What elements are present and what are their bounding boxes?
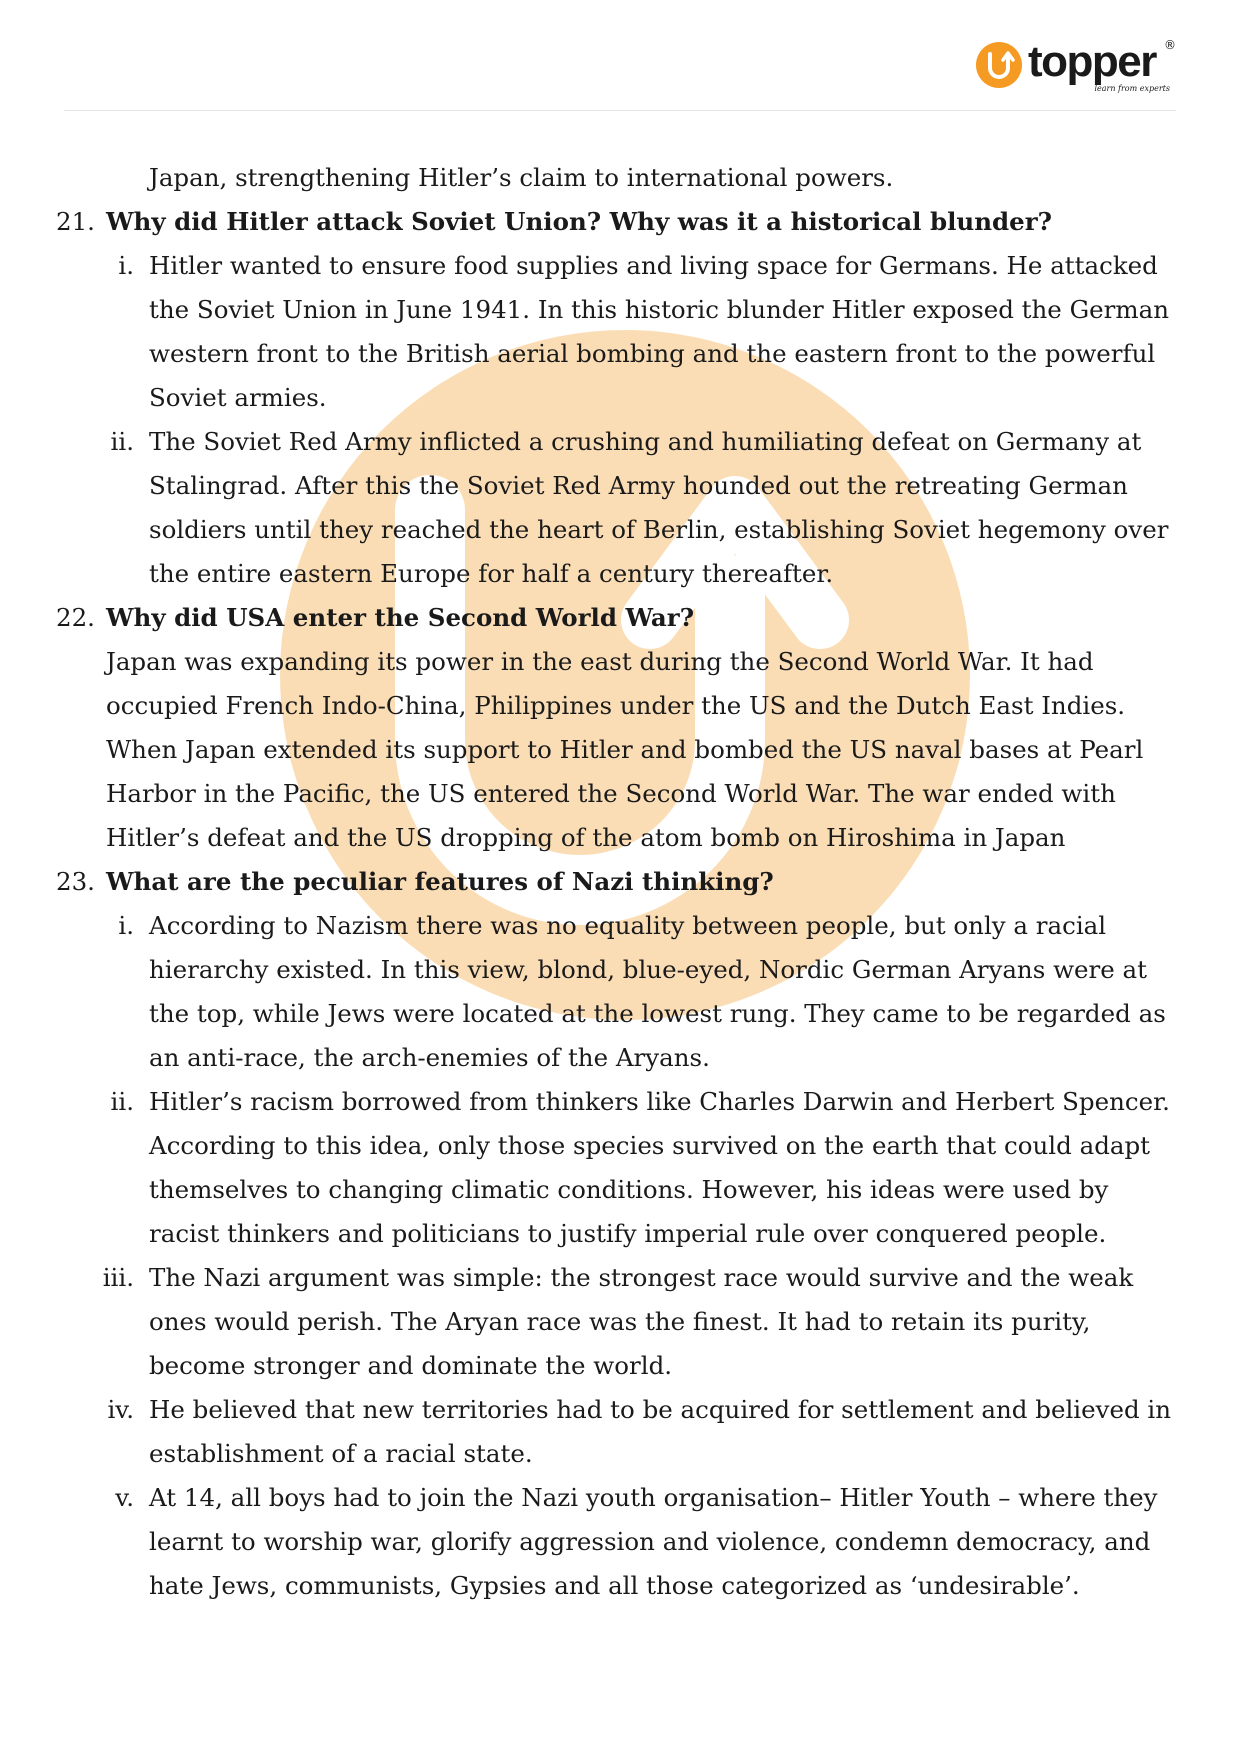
registered-mark: ® — [1164, 38, 1176, 52]
logo-wordmark: topper — [1028, 37, 1156, 86]
item-text: The Nazi argument was simple: the strongest race would survive and the weak ones would perish. The Aryan race was the finest. It had to retain its purity, become stronger and dominate the world. — [149, 1263, 1134, 1380]
answer-item — [56, 1080, 1186, 1256]
item-numeral: ii. — [110, 427, 134, 456]
logo-tagline: learn from experts — [1094, 84, 1170, 93]
answer-paragraph: Japan was expanding its power in the east during the Second World War. It had occupied French Indo-China, Philippines under the US and the Dutch East Indies. When Japan extended its support to Hitler and bombed the US naval bases at Pearl Harbor in the Pacific, the US entered the Second World War. The war ended with Hitler’s defeat and the US dropping of the atom bomb on Hiroshima in Japan — [106, 647, 1144, 852]
item-text: He believed that new territories had to be acquired for settlement and believed in establishment of a racial state. — [149, 1395, 1172, 1468]
question-22 — [56, 596, 1186, 640]
question-title: What are the peculiar features of Nazi thinking? — [106, 867, 774, 896]
item-numeral: v. — [115, 1483, 134, 1512]
item-numeral: iii. — [102, 1263, 134, 1292]
logo-u-icon — [976, 42, 1022, 88]
item-text: Hitler’s racism borrowed from thinkers like Charles Darwin and Herbert Spencer. According to this idea, only those species survived on the earth that could adapt themselves to changing climatic conditions. However, his ideas were used by racist thinkers and politicians to justify imperial rule over conquered people. — [149, 1087, 1170, 1248]
item-text: At 14, all boys had to join the Nazi youth organisation– Hitler Youth – where they learnt to worship war, glorify aggression and violence, condemn democracy, and hate Jews, communists, Gypsies and all those categorized as ‘undesirable’. — [149, 1483, 1158, 1600]
answer-item — [56, 904, 1186, 1080]
topper-logo — [976, 38, 1176, 98]
question-number: 23. — [56, 867, 95, 896]
item-numeral: i. — [118, 251, 134, 280]
question-title: Why did Hitler attack Soviet Union? Why was it a historical blunder? — [106, 207, 1053, 236]
item-numeral: ii. — [110, 1087, 134, 1116]
answer-item — [56, 420, 1186, 596]
item-numeral: i. — [118, 911, 134, 940]
question-21 — [56, 200, 1186, 244]
page-header — [64, 0, 1176, 111]
question-23 — [56, 860, 1186, 904]
answer-item — [56, 1388, 1186, 1476]
item-text: According to Nazism there was no equality between people, but only a racial hierarchy existed. In this view, blond, blue-eyed, Nordic German Aryans were at the top, while Jews were located at the lowest rung. They came to be regarded as an anti-race, the arch-enemies of the Aryans. — [149, 911, 1166, 1072]
item-numeral: iv. — [107, 1395, 134, 1424]
question-number: 22. — [56, 603, 95, 632]
answer-item — [56, 1476, 1186, 1608]
answer-item — [56, 244, 1186, 420]
continuation-line: Japan, strengthening Hitler’s claim to international powers. — [149, 163, 894, 192]
question-number: 21. — [56, 207, 95, 236]
document-body — [56, 156, 1186, 1608]
item-text: Hitler wanted to ensure food supplies and living space for Germans. He attacked the Soviet Union in June 1941. In this historic blunder Hitler exposed the German western front to the British aerial bombing and the eastern front to the powerful Soviet armies. — [149, 251, 1169, 412]
question-title: Why did USA enter the Second World War? — [106, 603, 695, 632]
answer-item — [56, 1256, 1186, 1388]
item-text: The Soviet Red Army inflicted a crushing and humiliating defeat on Germany at Stalingrad. After this the Soviet Red Army hounded out the retreating German soldiers until they reached the heart of Berlin, establishing Soviet hegemony over the entire eastern Europe for half a century thereafter. — [149, 427, 1169, 588]
